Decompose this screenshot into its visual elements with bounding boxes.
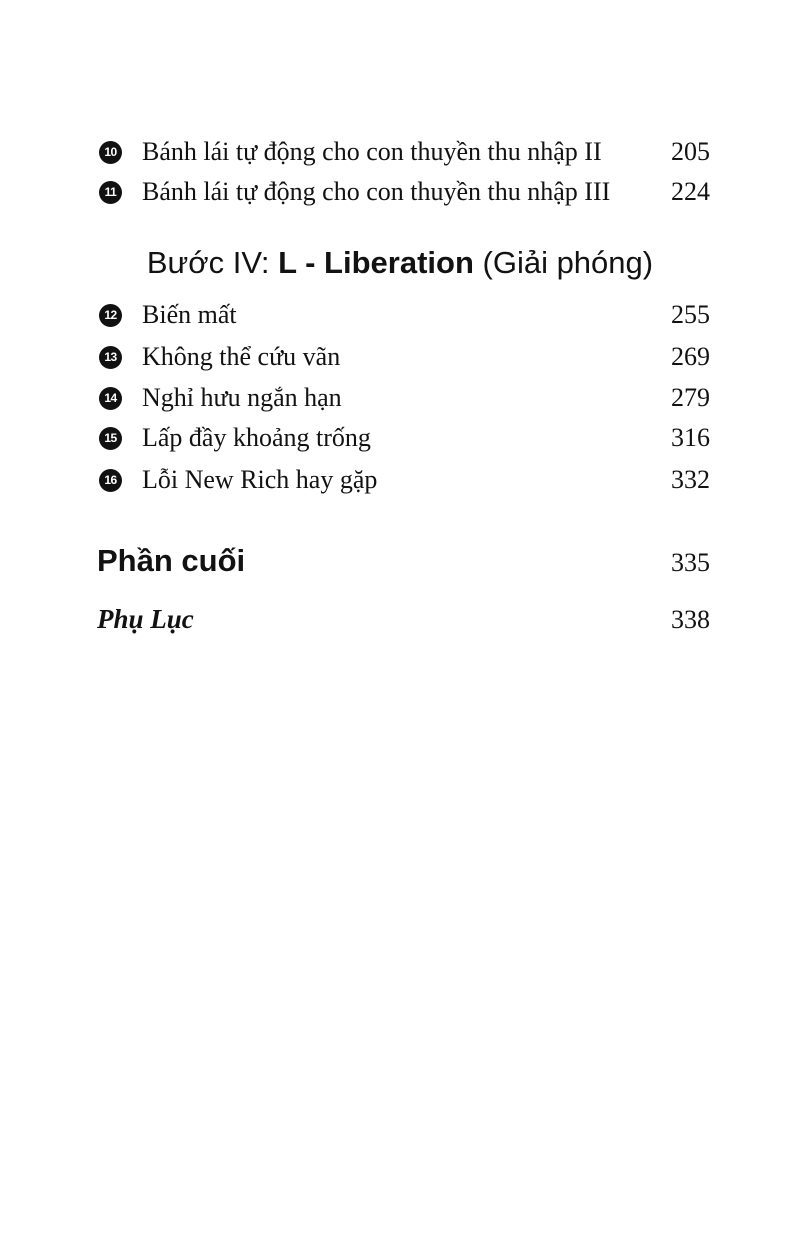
chapter-number-badge: 15 (99, 427, 122, 450)
page-number: 269 (671, 342, 710, 371)
page-number: 335 (671, 548, 710, 577)
page-number: 205 (671, 137, 710, 166)
chapter-number-badge: 10 (99, 141, 122, 164)
page-number: 338 (671, 605, 710, 634)
toc-entry-final-section (97, 543, 710, 579)
section-heading-prefix: Bước IV: (146, 245, 279, 280)
toc-entry (99, 463, 710, 497)
toc-entry (99, 421, 710, 455)
chapter-number-badge: 11 (99, 181, 122, 204)
chapter-number-badge: 13 (99, 346, 122, 369)
page-number: 316 (671, 423, 710, 452)
chapter-title: Biến mất (142, 300, 237, 329)
toc-entry (99, 381, 710, 415)
chapter-number-badge: 12 (99, 304, 122, 327)
toc-entry (99, 175, 710, 209)
chapter-number-badge: 16 (99, 469, 122, 492)
page-number: 279 (671, 383, 710, 412)
page-number: 332 (671, 465, 710, 494)
appendix-title: Phụ Lục (97, 604, 194, 634)
page-number: 224 (671, 177, 710, 206)
chapter-title: Nghỉ hưu ngắn hạn (142, 383, 342, 412)
chapter-title: Bánh lái tự động cho con thuyền thu nhập III (142, 177, 611, 206)
toc-entry (99, 340, 710, 374)
page-number: 255 (671, 300, 710, 329)
section-heading-translation: (Giải phóng) (473, 245, 654, 280)
final-section-title: Phần cuối (97, 543, 246, 578)
section-heading (0, 244, 800, 282)
chapter-title: Bánh lái tự động cho con thuyền thu nhập II (142, 137, 602, 166)
chapter-title: Lấp đầy khoảng trống (142, 423, 371, 452)
chapter-title: Lỗi New Rich hay gặp (142, 465, 378, 494)
chapter-number-badge: 14 (99, 387, 122, 410)
section-heading-name: L - Liberation (278, 245, 474, 280)
toc-entry (99, 298, 710, 332)
toc-entry-appendix (97, 602, 710, 636)
chapter-title: Không thể cứu vãn (142, 342, 341, 371)
toc-entry (99, 135, 710, 169)
